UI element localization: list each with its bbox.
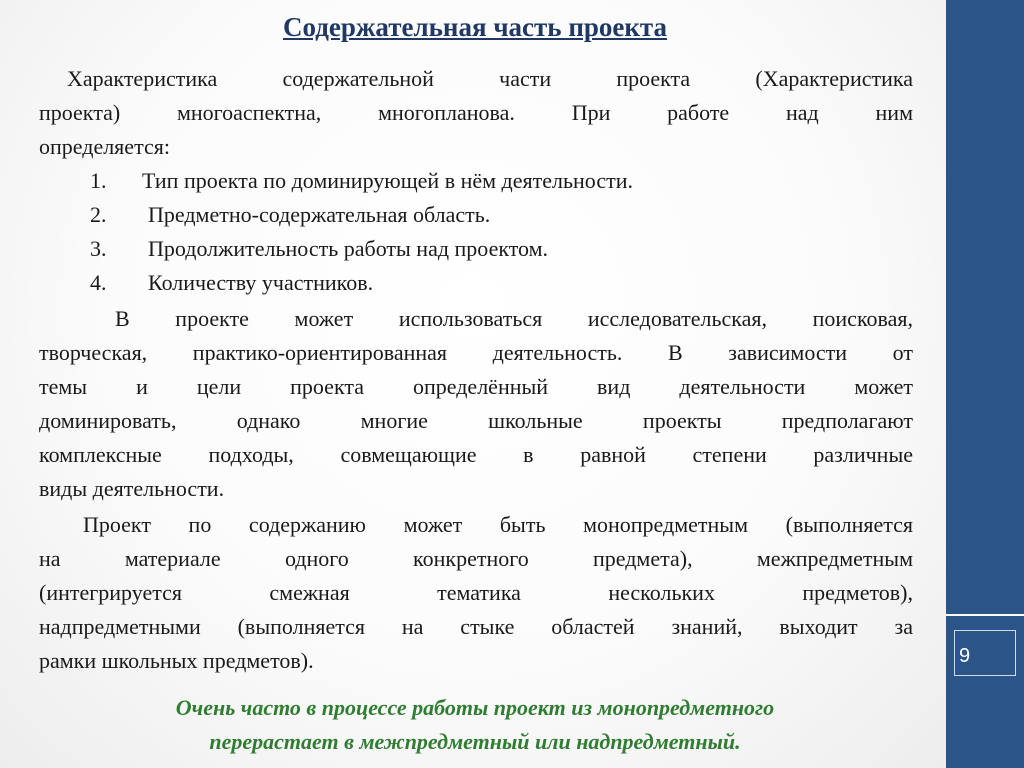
emphasis-line-2: перерастает в межпредметный или надпредметный. bbox=[209, 729, 741, 754]
paragraph-3-line-1: Проект по содержанию может быть монопредметным (выполняется bbox=[83, 512, 913, 537]
paragraph-2-line-5: комплексные подходы, совмещающие в равной степени различные bbox=[39, 442, 913, 467]
list-item bbox=[90, 232, 548, 266]
emphasis-line-1: Очень часто в процессе работы проект из монопредметного bbox=[175, 695, 775, 720]
list-item bbox=[90, 164, 633, 198]
paragraph-1-line-3: определяется: bbox=[39, 134, 170, 159]
slide-title: Содержательная часть проекта bbox=[282, 12, 668, 42]
paragraph-3-line-3: (интегрируется смежная тематика нескольких предметов), bbox=[39, 580, 913, 605]
list-item-text: Предметно-содержательная область. bbox=[148, 202, 491, 227]
list-item-text: Тип проекта по доминирующей в нём деятельности. bbox=[142, 168, 633, 193]
paragraph-2-line-4: доминировать, однако многие школьные проекты предполагают bbox=[39, 408, 913, 433]
paragraph-3-line-4: надпредметными (выполняется на стыке областей знаний, выходит за bbox=[39, 614, 913, 639]
paragraph-1-line-1: Характеристика содержательной части проекта (Характеристика bbox=[67, 66, 913, 91]
paragraph-2-line-1: В проекте может использоваться исследовательская, поисковая, bbox=[115, 306, 913, 331]
paragraph-1-line-2: проекта) многоаспектна, многопланова. При работе над ним bbox=[39, 100, 913, 125]
list-item bbox=[90, 266, 373, 300]
list-item-text: Количеству участников. bbox=[148, 270, 374, 295]
list-item bbox=[90, 198, 490, 232]
page-number: 9 bbox=[959, 645, 971, 667]
page-number-box bbox=[954, 630, 1016, 676]
paragraph-2-line-3: темы и цели проекта определённый вид деятельности может bbox=[39, 374, 913, 399]
list-item-text: Продолжительность работы над проектом. bbox=[148, 236, 549, 261]
list-item-number: 2. bbox=[90, 202, 107, 227]
list-item-number: 1. bbox=[90, 168, 107, 193]
paragraph-3-line-2: на материале одного конкретного предмета), межпредметным bbox=[39, 546, 913, 571]
side-bar-divider bbox=[946, 614, 1024, 616]
list-item-number: 4. bbox=[90, 270, 107, 295]
paragraph-3-line-5: рамки школьных предметов). bbox=[39, 648, 314, 673]
paragraph-2-line-2: творческая, практико-ориентированная деятельность. В зависимости от bbox=[39, 340, 913, 365]
list-item-number: 3. bbox=[90, 236, 107, 261]
paragraph-2-line-6: виды деятельности. bbox=[39, 476, 225, 501]
